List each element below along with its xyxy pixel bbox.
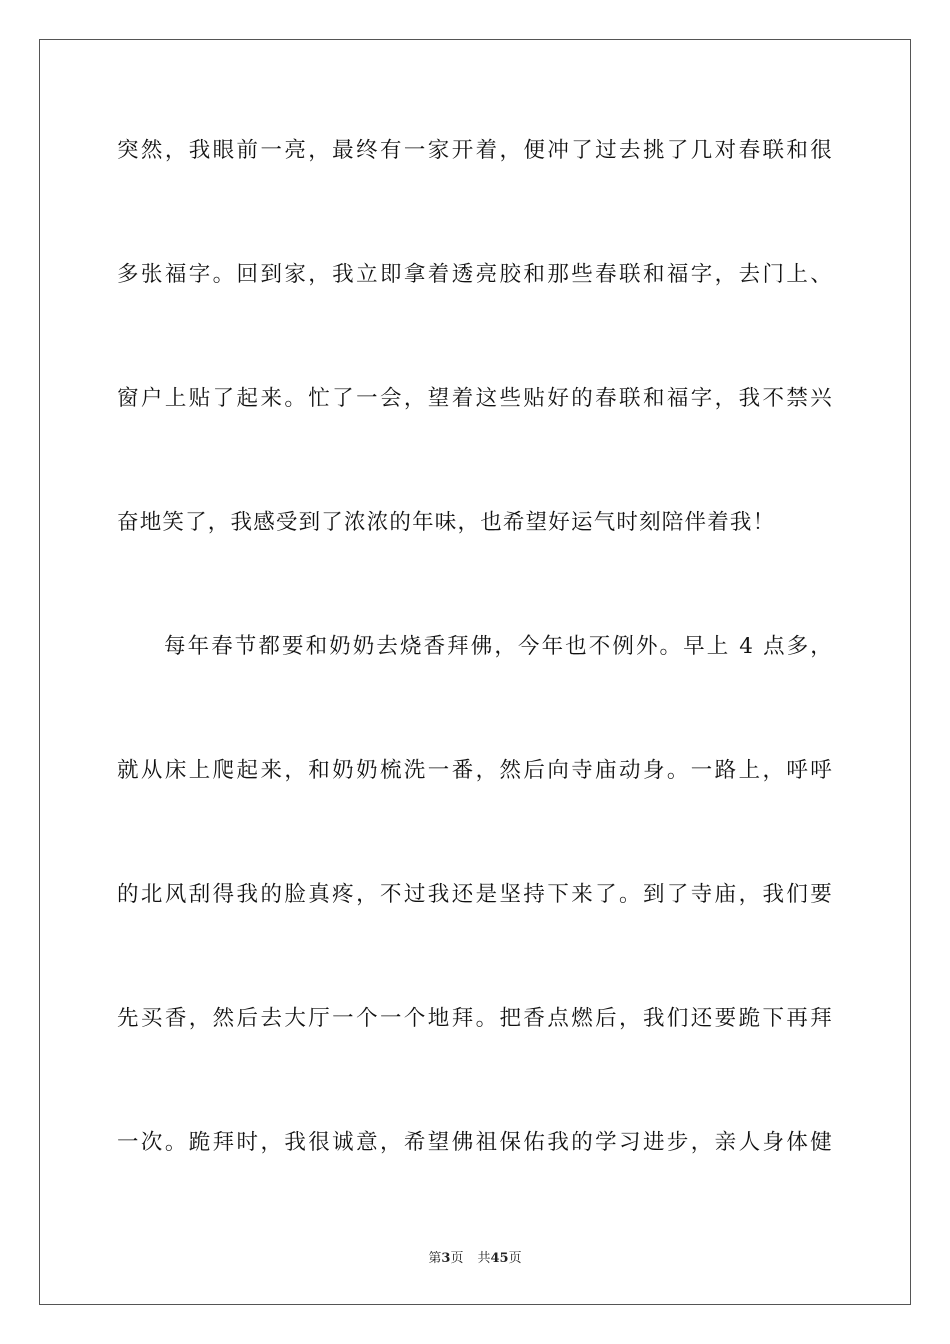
page-suffix: 页 <box>450 1251 464 1266</box>
total-pages: 45 <box>490 1251 509 1266</box>
paragraph-line: 每年春节都要和奶奶去烧香拜佛，今年也不例外。早上 4 点多， <box>164 634 833 659</box>
paragraph-line: 多张福字。回到家，我立即拿着透亮胶和那些春联和福字，去门上、 <box>117 262 833 287</box>
paragraph-line: 奋地笑了，我感受到了浓浓的年味，也希望好运气时刻陪伴着我！ <box>117 510 776 535</box>
page-prefix: 第 <box>428 1251 442 1266</box>
paragraph-line: 窗户上贴了起来。忙了一会，望着这些贴好的春联和福字，我不禁兴 <box>117 386 833 411</box>
total-prefix: 共 <box>477 1251 491 1266</box>
paragraph-line: 先买香，然后去大厅一个一个地拜。把香点燃后，我们还要跪下再拜 <box>117 1006 833 1031</box>
paragraph-line: 的北风刮得我的脸真疼，不过我还是坚持下来了。到了寺庙，我们要 <box>117 882 833 907</box>
paragraph-line: 一次。跪拜时，我很诚意，希望佛祖保佑我的学习进步，亲人身体健 <box>117 1130 833 1155</box>
paragraph-line: 就从床上爬起来，和奶奶梳洗一番，然后向寺庙动身。一路上，呼呼 <box>117 758 833 783</box>
paragraph-line: 突然，我眼前一亮，最终有一家开着，便冲了过去挑了几对春联和很 <box>117 138 833 163</box>
page-footer <box>0 1247 950 1266</box>
total-suffix: 页 <box>508 1251 522 1266</box>
page-number: 3 <box>441 1251 451 1266</box>
document-body <box>117 122 833 1238</box>
